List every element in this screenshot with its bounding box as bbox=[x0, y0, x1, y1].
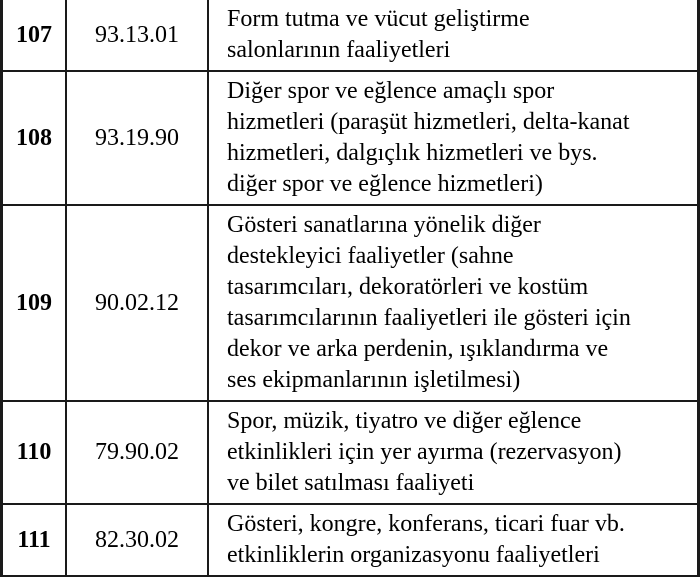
table-row bbox=[2, 0, 699, 71]
description-line: Form tutma ve vücut geliştirme bbox=[227, 6, 530, 32]
row-number: 111 bbox=[2, 504, 67, 576]
description-line: hizmetleri, dalgıçlık hizmetleri ve bys. bbox=[227, 140, 598, 166]
table-row bbox=[2, 504, 699, 576]
activity-code: 93.13.01 bbox=[66, 0, 208, 71]
row-number: 108 bbox=[2, 71, 67, 205]
activity-code: 79.90.02 bbox=[66, 401, 208, 504]
activity-code: 90.02.12 bbox=[66, 205, 208, 401]
description-line: etkinliklerin organizasyonu faaliyetleri bbox=[227, 542, 600, 568]
activity-description bbox=[208, 504, 699, 576]
description-line: tasarımcıları, dekoratörleri ve kostüm bbox=[227, 274, 589, 300]
description-line: destekleyici faaliyetler (sahne bbox=[227, 243, 514, 269]
activity-description bbox=[208, 205, 699, 401]
description-line: diğer spor ve eğlence hizmetleri) bbox=[227, 171, 543, 197]
description-line: Gösteri, kongre, konferans, ticari fuar vb. bbox=[227, 511, 625, 537]
table-row bbox=[2, 205, 699, 401]
activity-code: 93.19.90 bbox=[66, 71, 208, 205]
description-line: ses ekipmanlarının işletilmesi) bbox=[227, 367, 521, 393]
description-line: etkinlikleri için yer ayırma (rezervasyon) bbox=[227, 439, 622, 465]
description-line: Gösteri sanatlarına yönelik diğer bbox=[227, 212, 541, 238]
description-line: hizmetleri (paraşüt hizmetleri, delta-kanat bbox=[227, 109, 630, 135]
activity-description bbox=[208, 71, 699, 205]
activity-description bbox=[208, 401, 699, 504]
row-number: 110 bbox=[2, 401, 67, 504]
description-line: tasarımcılarının faaliyetleri ile gösteri için bbox=[227, 305, 631, 331]
row-number: 109 bbox=[2, 205, 67, 401]
row-number: 107 bbox=[2, 0, 67, 71]
description-line: salonlarının faaliyetleri bbox=[227, 37, 451, 63]
description-line: Diğer spor ve eğlence amaçlı spor bbox=[227, 78, 555, 104]
description-line: ve bilet satılması faaliyeti bbox=[227, 470, 475, 496]
table-row bbox=[2, 401, 699, 504]
description-line: dekor ve arka perdenin, ışıklandırma ve bbox=[227, 336, 609, 362]
activity-code: 82.30.02 bbox=[66, 504, 208, 576]
table-row bbox=[2, 71, 699, 205]
description-line: Spor, müzik, tiyatro ve diğer eğlence bbox=[227, 408, 582, 434]
activity-description bbox=[208, 0, 699, 71]
